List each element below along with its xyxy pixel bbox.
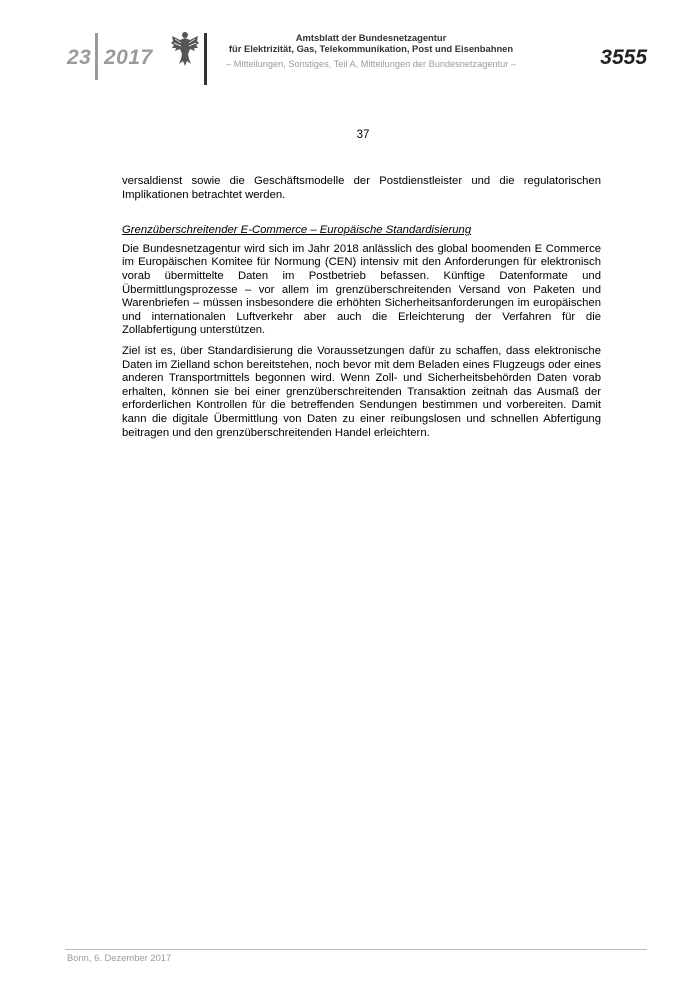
inner-page-number: 37 (356, 129, 370, 141)
emblem-divider (204, 33, 207, 85)
issue-number: 23 (67, 46, 92, 69)
gazette-title-line-2: für Elektrizität, Gas, Telekommunikation, Post und Eisenbahnen (228, 43, 514, 54)
gazette-title (218, 32, 524, 54)
footer-place-date: Bonn, 6. Dezember 2017 (67, 952, 172, 963)
body-text (122, 175, 601, 447)
paragraph-2: Ziel ist es, über Standardisierung die Voraussetzungen dafür zu schaffen, dass elektronische Daten im Zielland schon bereitstehen, noch bevor mit dem Beladen eines Flugzeugs oder eines anderen Transportmittels begonnen wird. Wenn Zoll- und Sicherheitsbehörden Daten vorab erhalten, können sie bei einer grenzüberschreitenden Transaktion zeitnah das Ausmaß der erforderlichen Kontrollen für die betreffenden Sendungen bestimmen und vorbereiten. Damit kann die digitale Übermittlung von Daten zu einer reibungslosen und schnellen Abfertigung beitragen und den grenzüberschreitenden Handel erleichtern. (122, 344, 601, 439)
section-heading: Grenzüberschreitender E-Commerce – Europäische Standardisierung (122, 224, 472, 237)
page-number: 3555 (600, 46, 647, 69)
issue-year: 2017 (104, 46, 153, 69)
footer-rule (65, 949, 647, 950)
gazette-subtitle: – Mitteilungen, Sonstiges, Teil A, Mitteilungen der Bundesnetzagentur – (226, 59, 516, 69)
issue-divider (95, 33, 98, 80)
federal-eagle-icon (170, 30, 200, 68)
continuation-paragraph: versaldienst sowie die Geschäftsmodelle der Postdienstleister und die regulatorischen Implikationen betrachtet werden. (122, 175, 601, 201)
paragraph-1: Die Bundesnetzagentur wird sich im Jahr 2018 anlässlich des global boomenden E Commerce im Europäischen Komitee für Normung (CEN) intensiv mit den Anforderungen für elektronisch vorab übermittelte Daten im Postbetrieb befassen. Künftige Datenformate und Übermittlungsprozesse – vor allem im grenzüberschreitenden Versand von Paketen und Warenbriefen – müssen insbesondere die erhöhten Sicherheitsanforderungen im europäischen und internationalen Luftverkehr aber auch die Erleichterung der Verfahren für die Zollabfertigung unterstützen. (122, 242, 601, 337)
gazette-title-line-1: Amtsblatt der Bundesnetzagentur (295, 32, 447, 43)
